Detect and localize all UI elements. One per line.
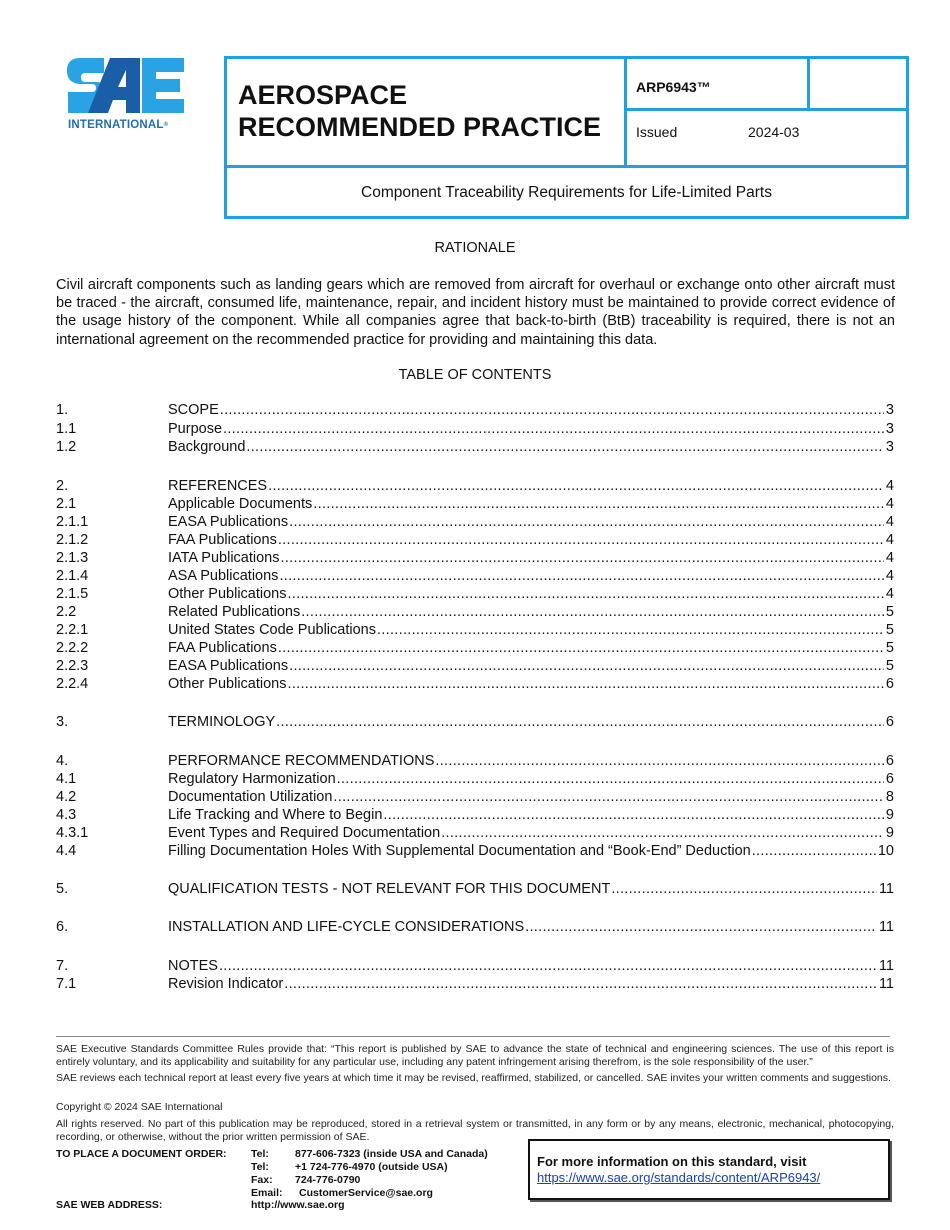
phone-domestic[interactable]: 877-606-7323 (inside USA and Canada) [295,1148,488,1160]
review-notice: SAE reviews each technical report at least every five years at which time it may be revised, reaffirmed, stabilized, or cancelled. SAE invites your written comments and suggestions. [56,1072,891,1084]
toc-entry[interactable] [56,438,894,456]
toc-page: 4 [885,568,894,584]
toc-leader [276,713,884,731]
toc-title: Background [168,439,246,455]
toc-title: Purpose [168,421,223,437]
toc-leader [281,549,884,567]
divider [624,59,627,167]
toc-page: 3 [885,439,894,455]
toc-title: Related Publications [168,604,301,620]
rationale-body: Civil aircraft components such as landing gears which are removed from aircraft for overhaul or exchange onto other aircraft must be traced - the aircraft, consumed life, maintenance, repair, and incident history must be maintained to provide correct evidence of the usage history of the component. While all companies agree that back-to-birth (BtB) traceability is required, there is not an international agreement on the recommended practice for providing and maintaining this data. [56,277,895,348]
toc-entry[interactable] [56,713,894,731]
toc-title: ASA Publications [168,568,279,584]
toc-number: 4. [56,753,69,769]
toc-title: Filling Documentation Holes With Supplemental Documentation and “Book-End” Deduction [168,843,751,859]
toc-entry[interactable] [56,531,894,549]
toc-entry[interactable] [56,806,894,824]
toc-title: TERMINOLOGY [168,714,276,730]
toc-title: EASA Publications [168,514,289,530]
toc-entry[interactable] [56,918,894,936]
toc-entry[interactable] [56,824,894,842]
toc-title: REFERENCES [168,478,268,494]
toc-number: 2.2.3 [56,658,89,674]
toc-number: 7.1 [56,976,77,992]
toc-number: 2.2.4 [56,676,89,692]
divider [227,165,906,168]
toc-number: 4.1 [56,771,77,787]
toc-title: Regulatory Harmonization [168,771,336,787]
toc-number: 2.1 [56,496,77,512]
toc-leader [441,824,884,842]
toc-leader [219,957,877,975]
toc-leader [337,770,884,788]
toc-number: 2.1.3 [56,550,89,566]
toc-page: 5 [885,622,894,638]
toc-title: United States Code Publications [168,622,376,638]
toc-entry[interactable] [56,603,894,621]
toc-entry[interactable] [56,842,894,860]
toc-entry[interactable] [56,770,894,788]
toc-leader [611,880,877,898]
toc-entry[interactable] [56,477,894,495]
toc-leader [525,918,877,936]
toc-page: 4 [885,478,894,494]
rationale-heading: RATIONALE [434,240,516,256]
toc-page: 4 [885,550,894,566]
toc-page: 5 [885,658,894,674]
toc-page: 6 [885,771,894,787]
toc-number: 2.1.1 [56,514,89,530]
toc-number: 3. [56,714,69,730]
toc-number: 7. [56,958,69,974]
toc-title: QUALIFICATION TESTS - NOT RELEVANT FOR THIS DOCUMENT [168,881,611,897]
toc-entry[interactable] [56,752,894,770]
document-type-title: AEROSPACE RECOMMENDED PRACTICE [238,80,602,142]
toc-title: NOTES [168,958,218,974]
toc-number: 4.3.1 [56,825,89,841]
toc-page: 11 [878,881,894,897]
toc-entry[interactable] [56,513,894,531]
divider [624,108,909,111]
toc-page: 6 [885,676,894,692]
toc-entry[interactable] [56,675,894,693]
toc-entry[interactable] [56,639,894,657]
more-info-title: For more information on this standard, visit [537,1154,807,1169]
toc-leader [220,401,884,419]
toc-title: PERFORMANCE RECOMMENDATIONS [168,753,435,769]
toc-page: 4 [885,532,894,548]
toc-entry[interactable] [56,401,894,419]
standard-link[interactable]: https://www.sae.org/standards/content/ARP6943/ [537,1170,821,1185]
toc-page: 11 [878,976,894,992]
toc-number: 5. [56,881,69,897]
toc-page: 6 [885,714,894,730]
toc-entry[interactable] [56,549,894,567]
toc-page: 4 [885,496,894,512]
toc-number: 6. [56,919,69,935]
toc-leader [289,513,884,531]
divider [807,59,810,110]
toc-leader [287,585,883,603]
document-subtitle: Component Traceability Requirements for Life-Limited Parts [361,184,772,201]
contact-key: Fax: [251,1174,273,1186]
order-label: TO PLACE A DOCUMENT ORDER: [56,1148,227,1160]
toc-title: SCOPE [168,402,219,418]
toc-title: Other Publications [168,586,287,602]
toc-leader [278,639,884,657]
web-address[interactable]: http://www.sae.org [251,1199,345,1211]
footer-divider [56,1036,890,1037]
committee-rules-notice: SAE Executive Standards Committee Rules provide that: “This report is published by SAE to advance the state of technical and engineering sciences. The use of this report is entirely voluntary, and its applicability and suitability for any particular use, including any patent infringement arising therefrom, is the sole responsibility of the user.” [56,1043,894,1068]
toc-title: Event Types and Required Documentation [168,825,441,841]
toc-title: FAA Publications [168,532,277,548]
logo-subtitle: INTERNATIONAL® [68,119,169,131]
toc-page: 9 [885,825,894,841]
toc-number: 1. [56,402,69,418]
toc-entry[interactable] [56,621,894,639]
toc-heading: TABLE OF CONTENTS [398,367,552,383]
email-address[interactable]: CustomerService@sae.org [299,1187,433,1199]
toc-leader [313,495,884,513]
toc-number: 1.2 [56,439,77,455]
toc-entry[interactable] [56,957,894,975]
toc-page: 8 [885,789,894,805]
toc-page: 6 [885,753,894,769]
sae-wordmark-icon [66,56,186,116]
toc-entry[interactable] [56,567,894,585]
toc-title: Revision Indicator [168,976,284,992]
toc-number: 2.2 [56,604,77,620]
toc-title: IATA Publications [168,550,280,566]
toc-leader [268,477,884,495]
toc-leader [333,788,884,806]
toc-title: Applicable Documents [168,496,313,512]
toc-page: 4 [885,586,894,602]
toc-entry[interactable] [56,788,894,806]
sae-logo [66,56,188,136]
toc-entry[interactable] [56,420,894,438]
document-number: ARP6943™ [636,79,711,95]
toc-title: EASA Publications [168,658,289,674]
toc-page: 3 [885,402,894,418]
toc-page: 5 [885,604,894,620]
toc-title: Life Tracking and Where to Begin [168,807,383,823]
issued-label: Issued [636,124,678,140]
toc-page: 5 [885,640,894,656]
toc-title: Other Publications [168,676,287,692]
toc-title: Documentation Utilization [168,789,333,805]
toc-number: 4.2 [56,789,77,805]
phone-international[interactable]: +1 724-776-4970 (outside USA) [295,1161,448,1173]
toc-title: INSTALLATION AND LIFE-CYCLE CONSIDERATIONS [168,919,525,935]
toc-page: 4 [885,514,894,530]
toc-leader [752,842,876,860]
toc-entry[interactable] [56,495,894,513]
toc-number: 2.2.1 [56,622,89,638]
toc-title: FAA Publications [168,640,277,656]
toc-number: 2.1.5 [56,586,89,602]
toc-number: 4.4 [56,843,77,859]
toc-leader [435,752,884,770]
web-label: SAE WEB ADDRESS: [56,1199,163,1211]
toc-number: 1.1 [56,421,77,437]
toc-leader [383,806,884,824]
toc-entry[interactable] [56,975,894,993]
toc-number: 2. [56,478,69,494]
toc-number: 2.2.2 [56,640,89,656]
toc-leader [278,531,884,549]
contact-key: Tel: [251,1148,269,1160]
toc-leader [287,675,883,693]
toc-page: 9 [885,807,894,823]
toc-number: 2.1.4 [56,568,89,584]
toc-page: 11 [878,958,894,974]
toc-leader [289,657,884,675]
toc-entry[interactable] [56,585,894,603]
contact-key: Email: [251,1187,283,1199]
document-header-box [224,56,909,219]
toc-leader [284,975,877,993]
copyright-notice: Copyright © 2024 SAE International [56,1101,223,1113]
issued-date: 2024-03 [748,124,800,140]
toc-page: 10 [877,843,894,859]
toc-number: 4.3 [56,807,77,823]
toc-entry[interactable] [56,880,894,898]
toc-leader [301,603,884,621]
toc-leader [223,420,884,438]
fax-number: 724-776-0790 [295,1174,361,1186]
more-info-box [528,1139,890,1200]
toc-entry[interactable] [56,657,894,675]
toc-page: 11 [878,919,894,935]
toc-page: 3 [885,421,894,437]
toc-number: 2.1.2 [56,532,89,548]
toc-leader [246,438,884,456]
toc-leader [377,621,884,639]
rights-notice: All rights reserved. No part of this publication may be reproduced, stored in a retrieval system or transmitted, in any form or by any means, electronic, mechanical, photocopying, recording, or otherwise, without the prior written permission of SAE. [56,1118,894,1143]
contact-key: Tel: [251,1161,269,1173]
toc-leader [279,567,883,585]
